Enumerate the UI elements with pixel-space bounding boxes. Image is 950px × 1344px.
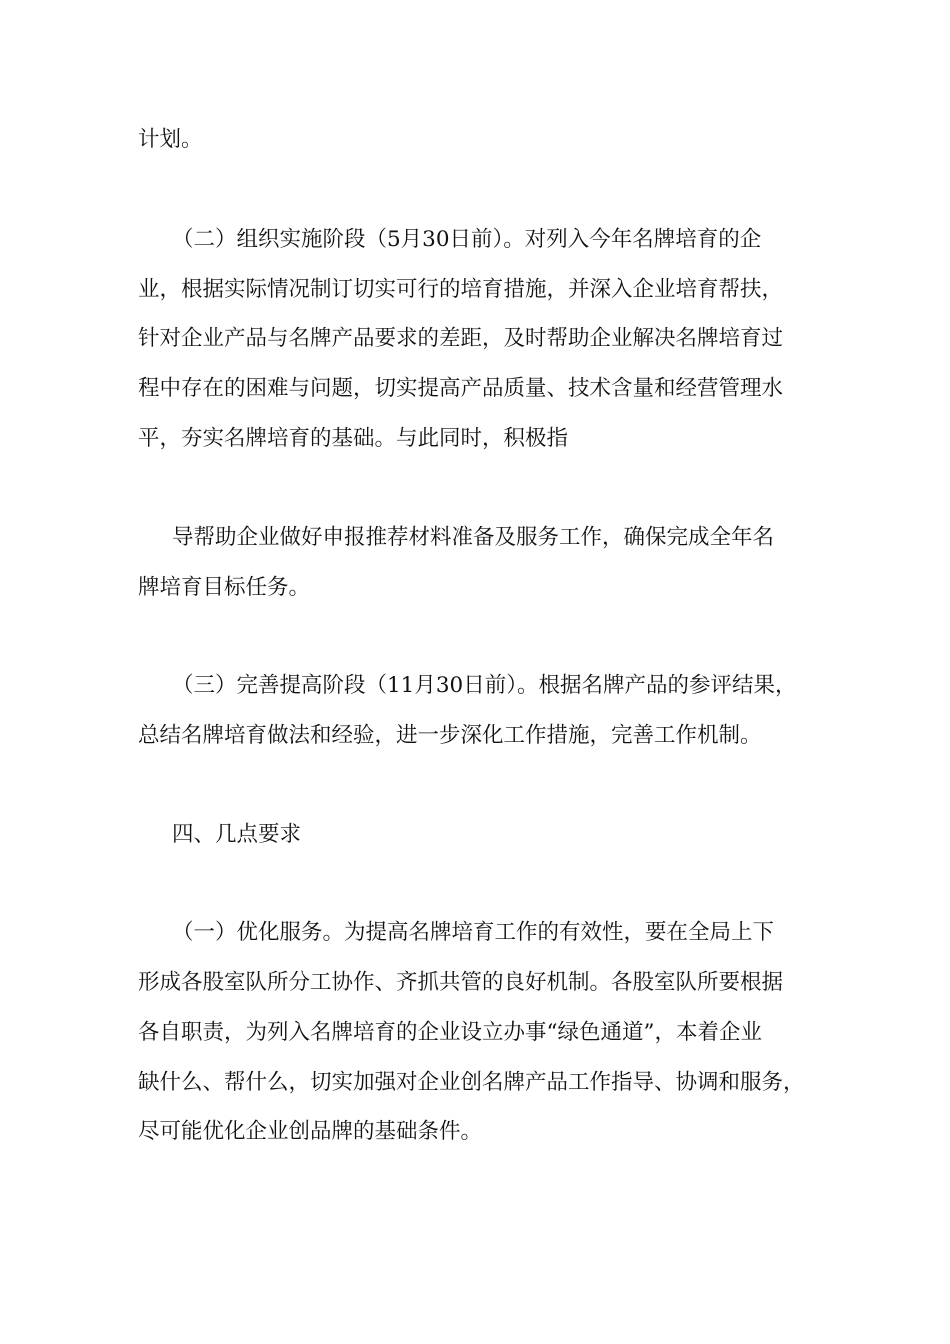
text-line: 平，夯实名牌培育的基础。与此同时，积极指	[138, 426, 569, 451]
text-line: 尽可能优化企业创品牌的基础条件。	[138, 1119, 483, 1144]
paragraph-heading-line: （二）组织实施阶段（5月30日前）。对列入今年名牌培育的企	[172, 227, 762, 252]
text-line: 针对企业产品与名牌产品要求的差距，及时帮助企业解决名牌培育过	[138, 326, 784, 351]
text-line: 导帮助企业做好申报推荐材料准备及服务工作，确保完成全年名	[172, 525, 775, 550]
text-line: 总结名牌培育做法和经验，进一步深化工作措施，完善工作机制。	[138, 723, 762, 748]
text-line: 形成各股室队所分工协作、齐抓共管的良好机制。各股室队所要根据	[138, 970, 784, 995]
text-line: 程中存在的困难与问题，切实提高产品质量、技术含量和经营管理水	[138, 376, 784, 401]
section-heading: 四、几点要求	[172, 822, 302, 847]
text-line: 业，根据实际情况制订切实可行的培育措施，并深入企业培育帮扶，	[138, 277, 784, 302]
text-line: 缺什么、帮什么，切实加强对企业创名牌产品工作指导、协调和服务，	[138, 1070, 805, 1095]
text-line: 各自职责，为列入名牌培育的企业设立办事“绿色通道”，本着企业	[138, 1020, 762, 1045]
paragraph-heading-line: （一）优化服务。为提高名牌培育工作的有效性，要在全局上下	[172, 920, 775, 945]
paragraph-heading-line: （三）完善提高阶段（11月30日前）。根据名牌产品的参评结果，	[172, 673, 797, 698]
text-line: 计划。	[138, 127, 203, 152]
text-line: 牌培育目标任务。	[138, 575, 311, 600]
